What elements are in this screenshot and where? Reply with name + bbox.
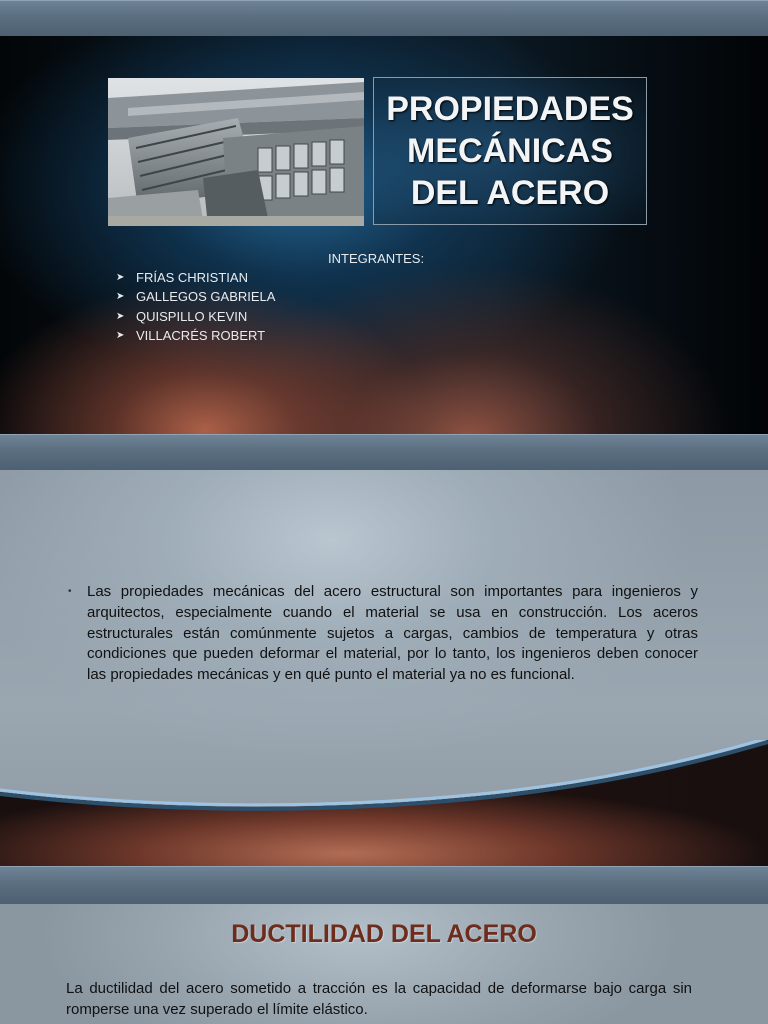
member-name: FRÍAS CHRISTIAN	[136, 270, 248, 285]
introduction-slide	[0, 470, 768, 866]
separator-bar-middle	[0, 434, 768, 472]
separator-bar-lower	[0, 866, 768, 906]
arrow-bullet-icon: ➤	[116, 310, 125, 322]
steel-beams-photo	[108, 78, 364, 226]
presentation-title: PROPIEDADES MECÁNICAS DEL ACERO	[386, 90, 634, 212]
member-name: QUISPILLO KEVIN	[136, 308, 248, 324]
ductility-title: DUCTILIDAD DEL ACERO	[231, 920, 537, 948]
integrantes-heading: INTEGRANTES:	[328, 251, 425, 266]
introduction-paragraph: Las propiedades mecánicas del acero estructural son importantes para ingenieros y arquitectos, especialmente cuando el material se usa en construcción. Los aceros estructurales están comúnmente sujetos a cargas, cambios de temperatura y otras condiciones que pueden deformar el material, por lo tanto, los ingenieros deben conocer las propiedades mecánicas y en qué punto el material ya no es funcional.	[87, 583, 698, 684]
member-name: VILLACRÉS ROBERT	[136, 327, 266, 343]
member-name: GALLEGOS GABRIELA	[136, 289, 276, 305]
list-item	[116, 287, 275, 306]
members-list	[116, 268, 275, 345]
dot-bullet-icon: •	[68, 586, 72, 597]
title-slide	[0, 36, 768, 434]
decorative-wave	[0, 740, 768, 866]
separator-bar-top	[0, 0, 768, 38]
arrow-bullet-icon: ➤	[116, 272, 125, 283]
ductility-paragraph: La ductilidad del acero sometido a tracción es la capacidad de deformarse bajo carga sin romperse una vez superado el límite elástico.	[66, 980, 692, 1018]
arrow-bullet-icon: ➤	[116, 291, 125, 303]
list-item	[116, 268, 275, 287]
list-item	[116, 307, 275, 326]
introduction-text-block	[68, 582, 698, 686]
list-item	[116, 326, 275, 345]
title-box	[373, 77, 647, 225]
arrow-bullet-icon: ➤	[116, 329, 125, 341]
ductility-slide	[0, 904, 768, 1024]
